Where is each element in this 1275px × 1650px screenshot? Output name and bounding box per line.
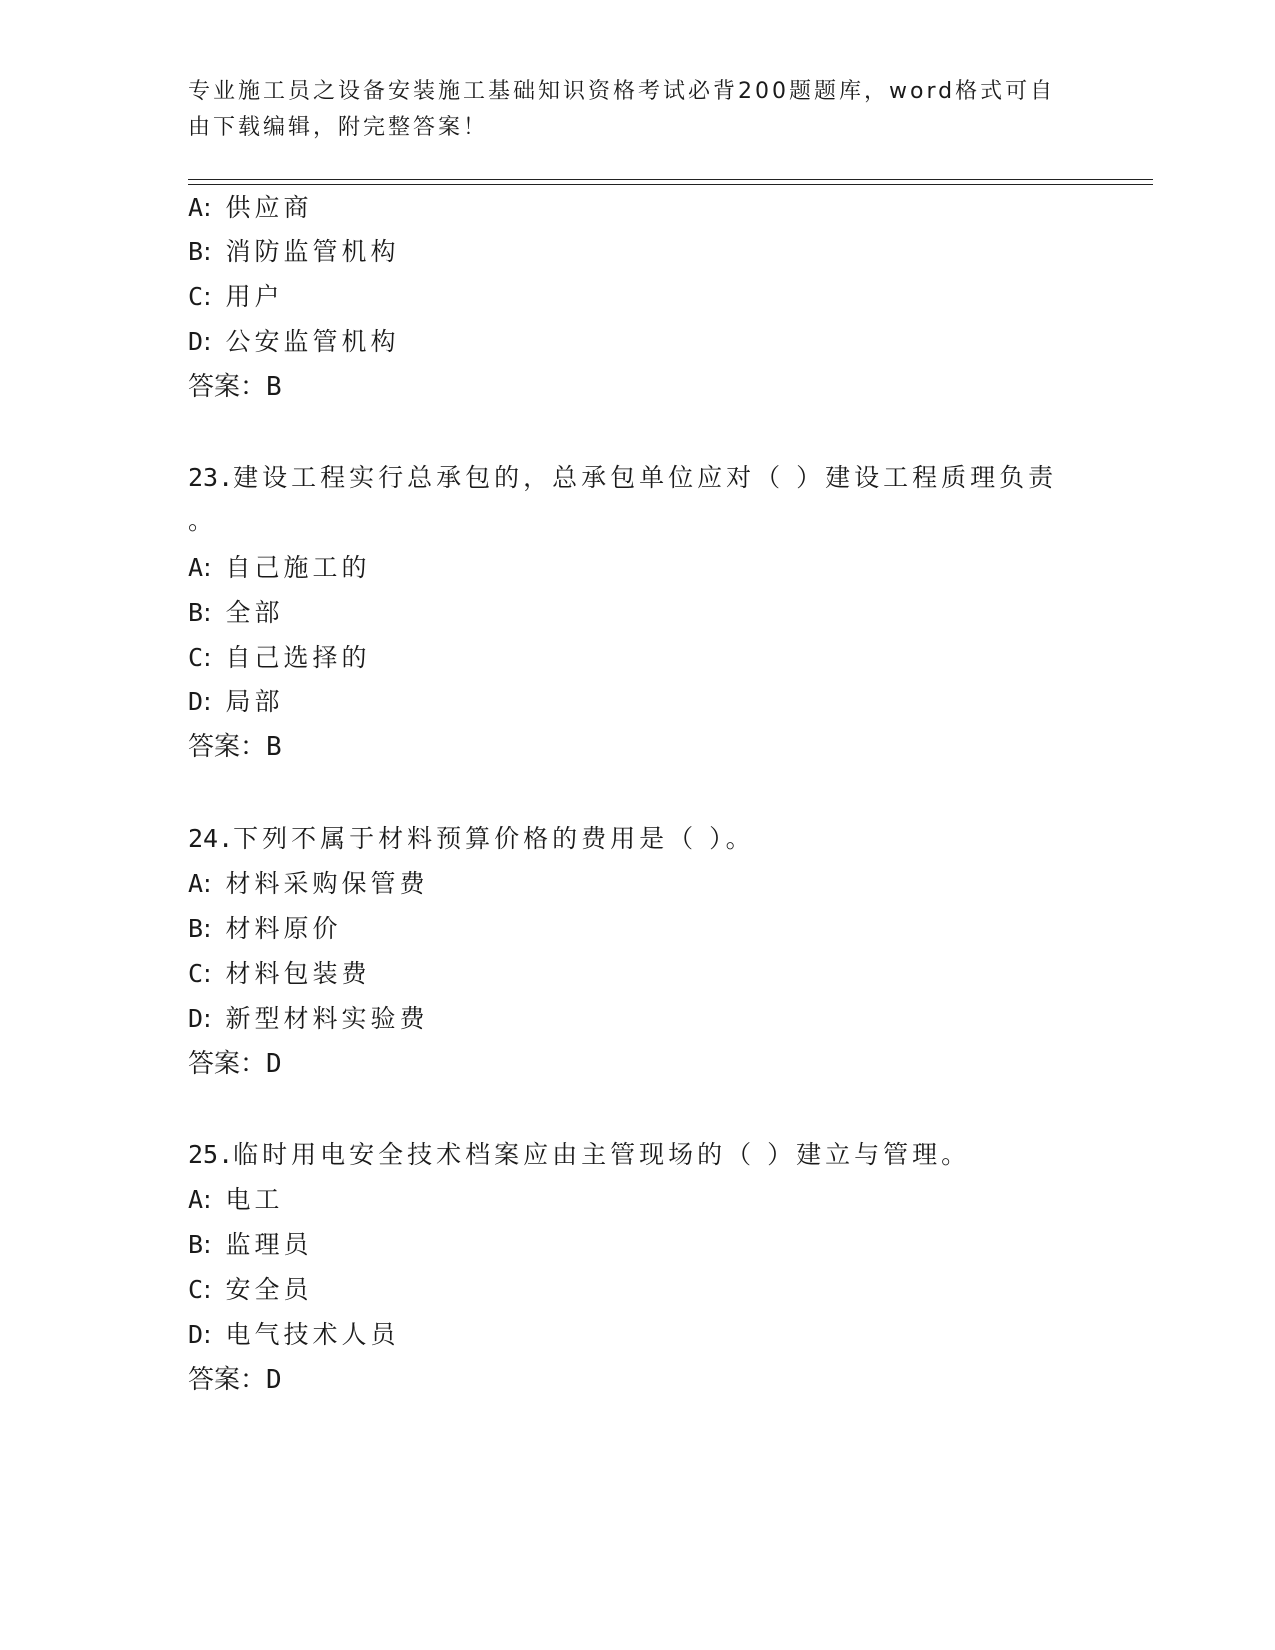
answer-row: 答案：B: [188, 732, 282, 762]
option-row: C: 材料包装费: [188, 959, 371, 988]
answer-row: 答案：D: [188, 1365, 282, 1395]
header-divider-top: [188, 179, 1153, 180]
document-header: 专业施工员之设备安装施工基础知识资格考试必背200题题库，word格式可自由下载编辑，附完整答案！: [188, 79, 1056, 140]
option-row: B: 监理员: [188, 1230, 313, 1259]
option-row: A: 自己施工的: [188, 553, 371, 582]
question-stem: 23.建设工程实行总承包的，总承包单位应对（ ）建设工程质理负责: [188, 463, 1058, 492]
option-row: B: 消防监管机构: [188, 237, 400, 266]
option-row: D: 局部: [188, 687, 284, 716]
option-row: C: 自己选择的: [188, 643, 371, 672]
option-row: B: 全部: [188, 598, 284, 627]
option-row: C: 安全员: [188, 1275, 313, 1304]
option-row: A: 供应商: [188, 193, 313, 222]
option-row: C: 用户: [188, 282, 284, 311]
header-divider-bottom: [188, 184, 1153, 185]
option-row: D: 电气技术人员: [188, 1320, 400, 1349]
option-row: A: 电工: [188, 1185, 284, 1214]
question-stem: 24.下列不属于材料预算价格的费用是（ ）。: [188, 824, 755, 853]
question-stem-continued: 。: [188, 506, 218, 535]
option-row: D: 新型材料实验费: [188, 1004, 429, 1033]
answer-row: 答案：D: [188, 1049, 282, 1079]
answer-row: 答案：B: [188, 372, 282, 402]
option-row: D: 公安监管机构: [188, 327, 400, 356]
option-row: A: 材料采购保管费: [188, 869, 429, 898]
option-row: B: 材料原价: [188, 914, 342, 943]
question-stem: 25.临时用电安全技术档案应由主管现场的（ ）建立与管理。: [188, 1140, 971, 1169]
